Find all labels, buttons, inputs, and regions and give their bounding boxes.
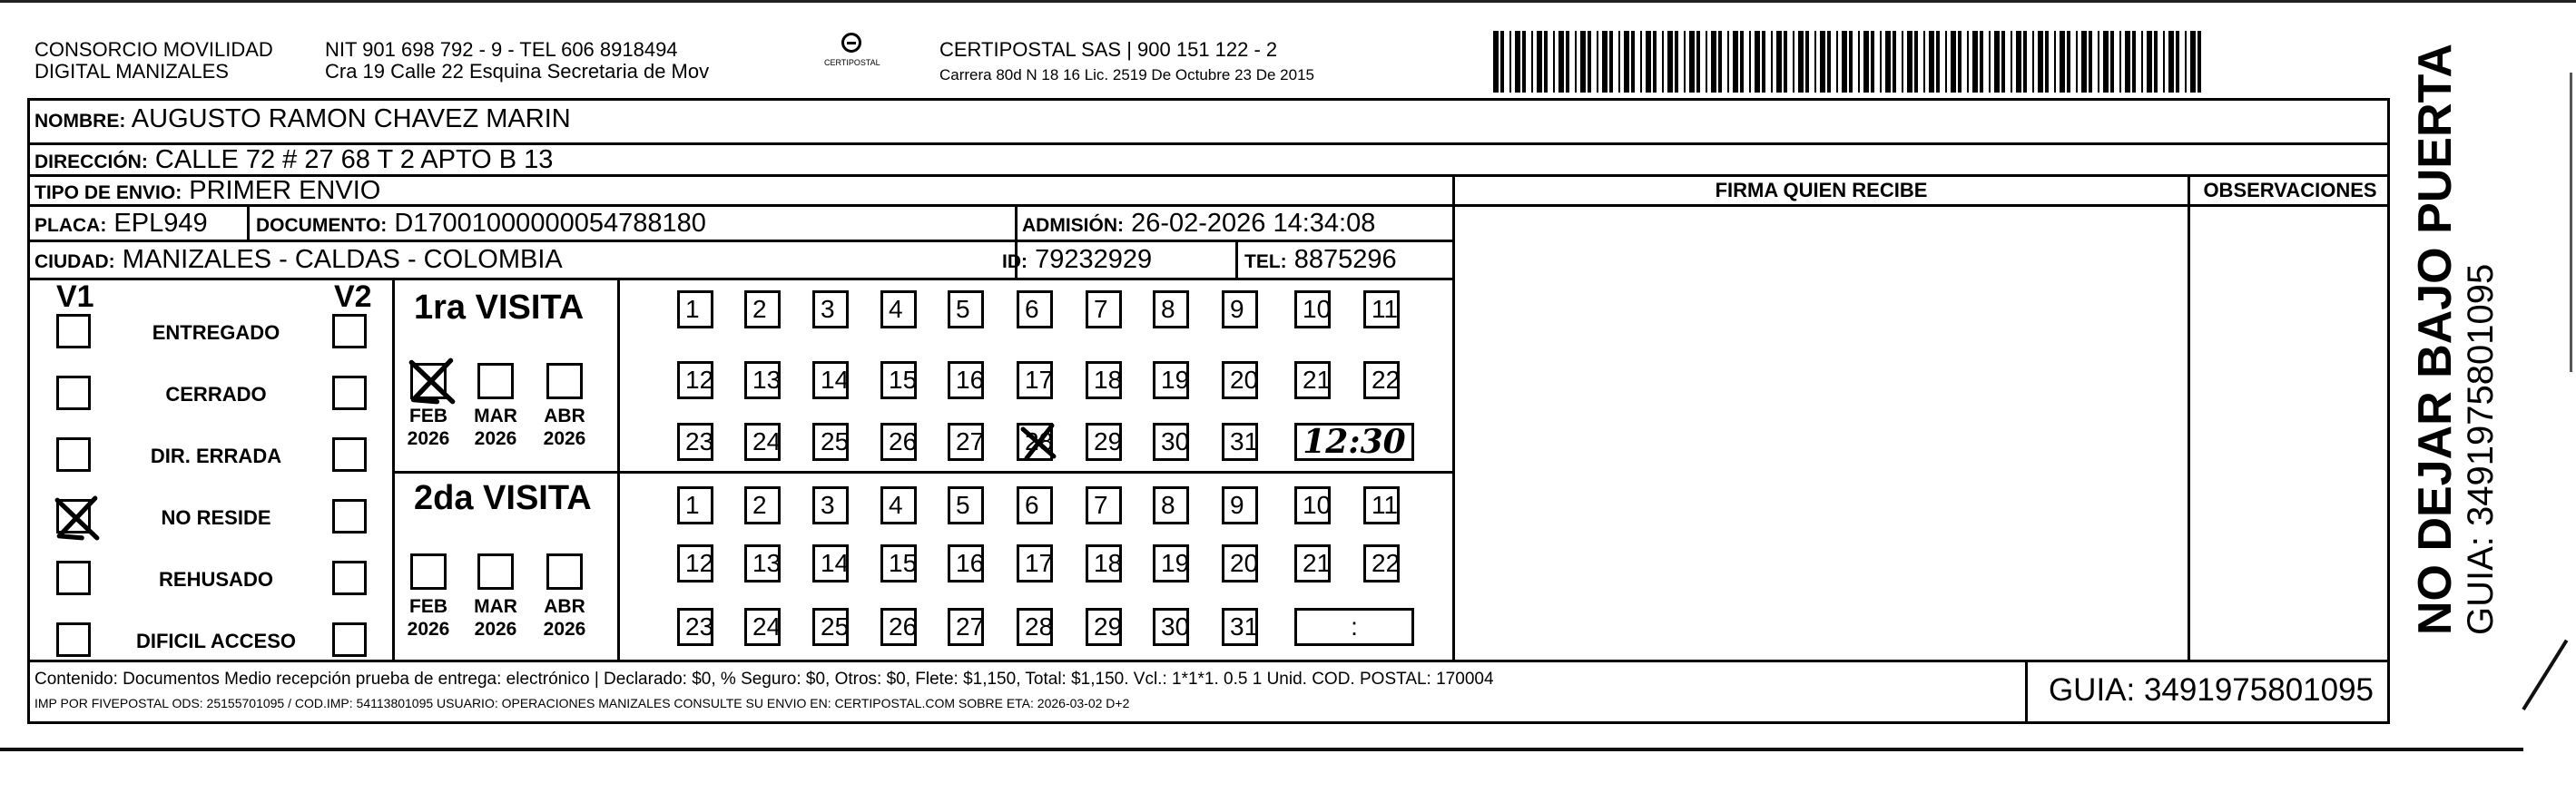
v2-checkbox[interactable]	[332, 376, 367, 410]
day-box[interactable]: 24	[744, 423, 781, 461]
day-box[interactable]: 8	[1153, 486, 1189, 524]
day-box[interactable]: 13	[744, 361, 781, 399]
month-label	[537, 405, 592, 450]
month-name: FEB	[409, 596, 447, 617]
side-guia: GUIA: 3491975801095	[2461, 263, 2501, 635]
day-box[interactable]: 24	[744, 608, 781, 646]
day-box[interactable]: 22	[1363, 361, 1400, 399]
day-box[interactable]: 1	[677, 486, 713, 524]
day-box[interactable]: 26	[880, 423, 917, 461]
status-label: ENTREGADO	[152, 321, 280, 344]
tel-field	[1244, 244, 1397, 278]
day-box[interactable]: 26	[880, 608, 917, 646]
admision-field	[1022, 208, 1375, 241]
v2-checkbox[interactable]	[332, 622, 367, 657]
day-box[interactable]: 5	[948, 290, 984, 328]
day-box[interactable]: 30	[1153, 423, 1189, 461]
day-box[interactable]: 2	[744, 290, 781, 328]
month-checkbox[interactable]	[546, 553, 583, 590]
day-box[interactable]: 2	[744, 486, 781, 524]
month-name: MAR	[474, 406, 517, 426]
status-label: NO RESIDE	[161, 506, 271, 529]
day-box[interactable]: 15	[880, 361, 917, 399]
day-box[interactable]: 30	[1153, 608, 1189, 646]
day-box[interactable]: 23	[677, 423, 713, 461]
month-checkbox[interactable]	[410, 553, 447, 590]
day-box[interactable]: 16	[948, 544, 984, 583]
documento-value: D17001000000054788180	[394, 209, 706, 238]
day-box[interactable]: 10	[1294, 290, 1331, 328]
month-label	[401, 405, 456, 450]
day-box[interactable]: 17	[1017, 544, 1053, 583]
status-label: REHUSADO	[159, 568, 273, 591]
v1-checkbox[interactable]	[56, 314, 91, 348]
day-box[interactable]: 25	[812, 608, 849, 646]
day-box[interactable]: 9	[1222, 290, 1258, 328]
month-checkbox[interactable]	[477, 553, 514, 590]
id-value: 79232929	[1035, 245, 1153, 274]
day-box[interactable]: 25	[812, 423, 849, 461]
nombre-field	[34, 103, 571, 137]
placa-field	[34, 208, 208, 241]
month-label	[468, 595, 523, 641]
day-box[interactable]: 31	[1222, 608, 1258, 646]
v2-header: V2	[334, 279, 372, 314]
day-box[interactable]: 29	[1086, 608, 1122, 646]
v1-checkbox[interactable]	[56, 376, 91, 410]
tel-label: TEL:	[1244, 251, 1287, 272]
contenido-line: Contenido: Documentos Medio recepción prueba de entrega: electrónico | Declarado: $0, % Seguro: $0, Otros: $0, Flete: $1,150, Total: $1,150. Vcl.: 1*1*1. 0.5 1 Unid. COD. POSTAL: 170004	[34, 670, 1494, 689]
tel-value: 8875296	[1293, 245, 1397, 274]
day-box[interactable]: 5	[948, 486, 984, 524]
firma-header: FIRMA QUIEN RECIBE	[1715, 179, 1928, 201]
observaciones-header: OBSERVACIONES	[2203, 179, 2377, 201]
placa-value: EPL949	[113, 209, 208, 238]
day-box[interactable]: 10	[1294, 486, 1331, 524]
day-box[interactable]: 12	[677, 544, 713, 583]
time-field[interactable]: :	[1294, 608, 1414, 646]
scan-edge-right	[2570, 73, 2572, 372]
direccion-value: CALLE 72 # 27 68 T 2 APTO B 13	[154, 145, 554, 174]
day-box[interactable]: 9	[1222, 486, 1258, 524]
month-checkbox[interactable]	[546, 363, 583, 399]
status-label: DIR. ERRADA	[150, 445, 282, 467]
day-box[interactable]: 11	[1363, 486, 1400, 524]
day-box[interactable]: 22	[1363, 544, 1400, 583]
scan-edge-corner	[2522, 640, 2568, 710]
day-box[interactable]: 28	[1017, 608, 1053, 646]
side-warning: NO DEJAR BAJO PUERTA	[2409, 43, 2462, 635]
admision-value: 26-02-2026 14:34:08	[1131, 209, 1376, 238]
month-checkbox[interactable]	[410, 363, 447, 399]
tipo-envio-field	[34, 175, 380, 209]
month-year: 2026	[474, 428, 517, 449]
day-box[interactable]: 23	[677, 608, 713, 646]
day-box[interactable]: 17	[1017, 361, 1053, 399]
scan-edge-top	[0, 0, 2576, 9]
month-label	[401, 595, 456, 641]
tipo-envio-label: TIPO DE ENVIO:	[34, 182, 182, 203]
barcode	[1493, 31, 2206, 93]
day-box[interactable]: 18	[1086, 361, 1122, 399]
day-box[interactable]: 3	[812, 290, 849, 328]
id-label: ID:	[1002, 251, 1027, 272]
id-field	[1002, 244, 1152, 278]
day-box[interactable]: 27	[948, 608, 984, 646]
day-box[interactable]: 19	[1153, 544, 1189, 583]
month-year: 2026	[474, 619, 517, 640]
day-box[interactable]: 14	[812, 361, 849, 399]
first-visit-title: 1ra VISITA	[414, 289, 585, 327]
day-box[interactable]: 31	[1222, 423, 1258, 461]
company-name-line2: DIGITAL MANIZALES	[34, 60, 229, 83]
status-label: DIFICIL ACCESO	[135, 630, 296, 652]
day-box[interactable]: 8	[1153, 290, 1189, 328]
company-name-line1: CONSORCIO MOVILIDAD	[34, 38, 273, 61]
day-box[interactable]: 21	[1294, 544, 1331, 583]
v1-header: V1	[56, 279, 94, 314]
v2-checkbox[interactable]	[332, 437, 367, 472]
day-box[interactable]: 19	[1153, 361, 1189, 399]
day-box[interactable]: 11	[1363, 290, 1400, 328]
month-year: 2026	[543, 619, 586, 640]
logo-text: CERTIPOSTAL	[824, 58, 880, 67]
day-box[interactable]: 12	[677, 361, 713, 399]
month-checkbox[interactable]	[477, 363, 514, 399]
certipostal-logo	[824, 33, 879, 87]
imp-line: IMP POR FIVEPOSTAL ODS: 25155701095 / COD.IMP: 54113801095 USUARIO: OPERACIONES MANIZALES CONSULTE SU ENVIO EN: CERTIPOSTAL.COM SOBRE ETA: 2026-03-02 D+2	[34, 696, 1130, 710]
nombre-label: NOMBRE:	[34, 111, 126, 132]
documento-field	[256, 208, 706, 241]
v2-checkbox[interactable]	[332, 561, 367, 595]
month-name: ABR	[544, 406, 585, 426]
company-address: Cra 19 Calle 22 Esquina Secretaria de Mov	[325, 60, 710, 83]
placa-label: PLACA:	[34, 215, 107, 236]
day-box[interactable]: 20	[1222, 544, 1258, 583]
courier-address: Carrera 80d N 18 16 Lic. 2519 De Octubre 23 De 2015	[939, 66, 1314, 83]
day-box[interactable]: 16	[948, 361, 984, 399]
ciudad-field	[34, 244, 563, 278]
company-nit: NIT 901 698 792 - 9 - TEL 606 8918494	[325, 38, 678, 61]
certipostal-logo-icon	[841, 33, 861, 53]
guia-number: GUIA: 3491975801095	[2048, 672, 2374, 708]
status-label: CERRADO	[165, 383, 267, 406]
day-box[interactable]: 18	[1086, 544, 1122, 583]
day-box[interactable]: 27	[948, 423, 984, 461]
v1-checkbox[interactable]	[56, 437, 91, 472]
day-box[interactable]: 7	[1086, 486, 1122, 524]
month-year: 2026	[407, 619, 450, 640]
day-box[interactable]: 4	[880, 290, 917, 328]
day-box[interactable]: 15	[880, 544, 917, 583]
month-name: FEB	[409, 406, 447, 426]
day-box[interactable]: 28	[1017, 423, 1053, 461]
day-box[interactable]: 6	[1017, 486, 1053, 524]
documento-label: DOCUMENTO:	[256, 215, 388, 236]
nombre-value: AUGUSTO RAMON CHAVEZ MARIN	[131, 104, 571, 133]
day-box[interactable]: 20	[1222, 361, 1258, 399]
day-box[interactable]: 6	[1017, 290, 1053, 328]
second-visit-title: 2da VISITA	[414, 479, 592, 517]
v1-checkbox[interactable]	[56, 622, 91, 657]
day-box[interactable]: 14	[812, 544, 849, 583]
day-box[interactable]: 7	[1086, 290, 1122, 328]
day-box[interactable]: 29	[1086, 423, 1122, 461]
scan-edge-bottom	[0, 748, 2523, 751]
ciudad-label: CIUDAD:	[34, 251, 115, 272]
ciudad-value: MANIZALES - CALDAS - COLOMBIA	[122, 245, 563, 274]
month-label	[537, 595, 592, 641]
day-box[interactable]: 21	[1294, 361, 1331, 399]
direccion-label: DIRECCIÓN:	[34, 152, 148, 172]
month-year: 2026	[407, 428, 450, 449]
v1-checkbox[interactable]	[56, 561, 91, 595]
admision-label: ADMISIÓN:	[1022, 215, 1124, 236]
month-year: 2026	[543, 428, 586, 449]
day-box[interactable]: 13	[744, 544, 781, 583]
month-label	[468, 405, 523, 450]
direccion-field	[34, 144, 553, 178]
month-name: ABR	[544, 596, 585, 617]
courier-name: CERTIPOSTAL SAS | 900 151 122 - 2	[939, 38, 1278, 61]
day-box[interactable]: 4	[880, 486, 917, 524]
handwritten-time[interactable]: 12:30	[1294, 423, 1414, 461]
v2-checkbox[interactable]	[332, 314, 367, 348]
day-box[interactable]: 3	[812, 486, 849, 524]
tipo-envio-value: PRIMER ENVIO	[189, 176, 381, 205]
day-box[interactable]: 1	[677, 290, 713, 328]
v1-checkbox[interactable]	[56, 499, 91, 534]
v2-checkbox[interactable]	[332, 499, 367, 534]
month-name: MAR	[474, 596, 517, 617]
